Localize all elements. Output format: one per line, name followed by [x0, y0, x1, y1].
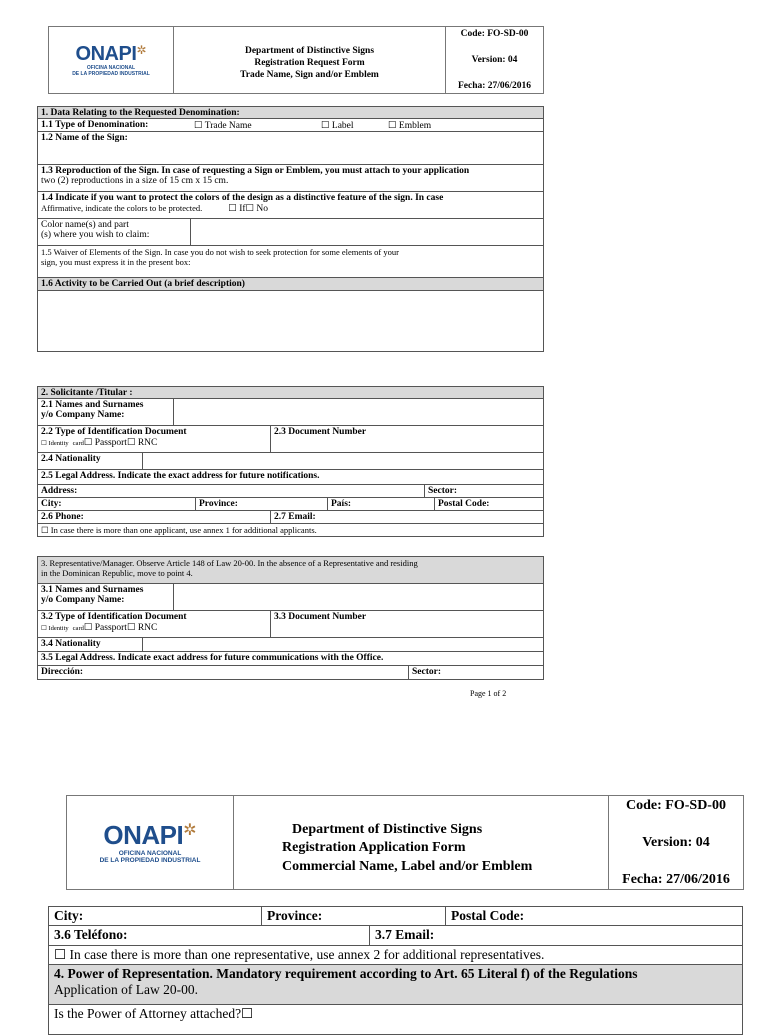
- form-subtitle: Trade Name, Sign and/or Emblem: [240, 69, 379, 80]
- activity-label: 1.6 Activity to be Carried Out (a brief description): [37, 278, 544, 291]
- rep-email-field[interactable]: 3.7 Email:: [369, 926, 742, 945]
- colors-text-1: 1.4 Indicate if you want to protect the colors of the design as a distinctive feature of the sign. In case: [41, 193, 444, 203]
- page2-header: [66, 795, 744, 890]
- applicant-doc-number-field[interactable]: 2.3 Document Number: [270, 426, 543, 452]
- rep-city-row: [48, 906, 743, 926]
- page-number: Page 1 of 2: [470, 689, 507, 698]
- logo-subtitle-1: OFICINA NACIONAL: [86, 65, 136, 72]
- rep-names-row: [37, 584, 544, 611]
- additional-reps-checkbox[interactable]: ☐ In case there is more than one representative, use annex 2 for additional representatives.: [48, 946, 743, 965]
- applicant-city-field[interactable]: City:: [41, 499, 62, 509]
- section-3-title-line-2: in the Dominican Republic, move to point 4.: [41, 568, 193, 578]
- rep-id-row: [37, 611, 544, 638]
- onapi-logo: [49, 27, 174, 94]
- applicant-address-row: [37, 485, 544, 498]
- reproduction-text-1: 1.3 Reproduction of the Sign. In case of requesting a Sign or Emblem, you must attach to your application: [41, 166, 470, 176]
- rep-sector-field[interactable]: Sector:: [408, 666, 543, 679]
- form-title-2: Registration Application Form: [282, 840, 466, 856]
- logo-star-icon-2: ✲: [183, 822, 197, 840]
- section-3-title-line-1: 3. Representative/Manager. Observe Article 148 of Law 20-00. In the absence of a Representative and residing: [41, 558, 418, 568]
- label-checkbox[interactable]: ☐ Label: [321, 121, 354, 131]
- trade-name-checkbox[interactable]: ☐ Trade Name: [194, 121, 252, 131]
- applicant-postal-code-field[interactable]: Postal Code:: [434, 498, 543, 510]
- colors-text-2: Affirmative, indicate the colors to be protected.: [41, 203, 203, 213]
- colors-row: [37, 192, 544, 219]
- rep-province-field[interactable]: Province:: [261, 907, 452, 925]
- logo-word: ONAPI: [75, 43, 137, 66]
- section-1: [37, 106, 544, 352]
- applicant-nationality-row: [37, 453, 544, 470]
- logo-subtitle-2-2: DE LA PROPIEDAD INDUSTRIAL: [99, 857, 201, 864]
- waiver-text-1: 1.5 Waiver of Elements of the Sign. In case you do not wish to seek protection for some elements of your: [41, 247, 399, 257]
- rep-nationality-field[interactable]: [142, 638, 307, 651]
- applicant-identity-checkbox[interactable]: ☐ Identity: [41, 440, 69, 447]
- section-2: [37, 386, 544, 537]
- applicant-id-type-label: 2.2 Type of Identification Document: [41, 427, 187, 437]
- color-names-label-1: Color name(s) and part: [41, 220, 129, 230]
- form-title: Registration Request Form: [254, 58, 365, 69]
- power-of-attorney-checkbox[interactable]: Is the Power of Attorney attached?☐: [48, 1005, 743, 1035]
- applicant-phone-field[interactable]: 2.6 Phone:: [41, 512, 84, 522]
- emblem-checkbox[interactable]: ☐ Emblem: [388, 121, 432, 131]
- form-code: Code: FO-SD-00: [460, 29, 529, 39]
- waiver-row[interactable]: [37, 246, 544, 278]
- applicant-phone-row: [37, 511, 544, 524]
- applicant-passport-rnc-checkbox[interactable]: ☐ Passport☐ RNC: [83, 438, 158, 448]
- color-names-field[interactable]: [190, 219, 543, 245]
- rep-postal-code-field[interactable]: Postal Code:: [445, 907, 742, 925]
- applicant-names-field[interactable]: [173, 399, 543, 425]
- rep-passport-rnc-checkbox[interactable]: ☐ Passport☐ RNC: [83, 623, 158, 633]
- applicant-nationality-label: 2.4 Nationality: [41, 454, 101, 464]
- applicant-id-row: [37, 426, 544, 453]
- applicant-province-field[interactable]: Province:: [195, 498, 332, 510]
- applicant-names-label-1: 2.1 Names and Surnames: [41, 400, 144, 410]
- applicant-email-field[interactable]: 2.7 Email:: [270, 511, 543, 523]
- reproduction-text-2: two (2) reproductions in a size of 15 cm x 15 cm.: [41, 176, 229, 186]
- applicant-names-label-2: y/o Company Name:: [41, 410, 125, 420]
- rep-id-type-label: 3.2 Type of Identification Document: [41, 612, 187, 622]
- rep-legal-address-label: 3.5 Legal Address. Indicate exact address for future communications with the Office.: [37, 652, 544, 666]
- section-4-title-line-1: 4. Power of Representation. Mandatory requirement according to Art. 65 Literal f) of the Regulations: [54, 966, 638, 981]
- applicant-nationality-field[interactable]: [142, 453, 307, 469]
- logo-subtitle-2-1: OFICINA NACIONAL: [118, 850, 182, 858]
- section-3-title: [37, 556, 544, 584]
- section-2-title: 2. Solicitante /Titular :: [37, 386, 544, 399]
- rep-names-label-2: y/o Company Name:: [41, 595, 125, 605]
- department-title-2: Department of Distinctive Signs: [292, 822, 483, 838]
- applicant-card-text: card: [72, 440, 84, 447]
- color-names-row: [37, 219, 544, 246]
- sign-name-field[interactable]: 1.2 Name of the Sign:: [37, 132, 544, 165]
- applicant-pais-field[interactable]: País:: [327, 498, 439, 510]
- section-4-title-line-2: Application of Law 20-00.: [54, 982, 198, 997]
- page2-body: [48, 906, 743, 1035]
- form-date-2: Fecha: 27/06/2016: [622, 872, 730, 887]
- section-4-title: [48, 965, 743, 1005]
- rep-city-field[interactable]: City:: [54, 908, 84, 923]
- activity-field[interactable]: [37, 291, 544, 352]
- denomination-type-row: [37, 119, 544, 132]
- reproduction-row: [37, 165, 544, 192]
- applicant-sector-field[interactable]: Sector:: [424, 485, 543, 497]
- waiver-text-2: sign, you must express it in the present box:: [41, 257, 191, 267]
- rep-address-row: [37, 666, 544, 680]
- page1-header: [48, 26, 544, 94]
- section-1-title: 1. Data Relating to the Requested Denomination:: [37, 106, 544, 119]
- logo-word-2: ONAPI: [103, 820, 184, 851]
- form-date: Fecha: 27/06/2016: [457, 81, 532, 91]
- applicant-address-field[interactable]: Address:: [41, 486, 78, 496]
- onapi-logo-2: [67, 796, 234, 890]
- form-code-2: Code: FO-SD-00: [626, 798, 726, 813]
- applicant-names-row: [37, 399, 544, 426]
- logo-subtitle-2: DE LA PROPIEDAD INDUSTRIAL: [72, 70, 150, 77]
- rep-phone-row: [48, 926, 743, 946]
- rep-doc-number-field[interactable]: 3.3 Document Number: [270, 611, 543, 637]
- rep-nationality-row: [37, 638, 544, 652]
- color-names-label-2: (s) where you wish to claim:: [41, 230, 150, 240]
- form-subtitle-2: Commercial Name, Label and/or Emblem: [282, 858, 533, 874]
- form-version: Version: 04: [471, 55, 518, 65]
- logo-star-icon: ✲: [136, 43, 147, 58]
- rep-names-label-1: 3.1 Names and Surnames: [41, 585, 144, 595]
- rep-identity-checkbox[interactable]: ☐ Identity: [41, 625, 69, 632]
- rep-direccion-field[interactable]: Dirección:: [41, 667, 84, 677]
- rep-card-text: card: [72, 625, 84, 632]
- rep-names-field[interactable]: [173, 584, 543, 610]
- form-version-2: Version: 04: [642, 835, 710, 850]
- applicant-legal-address-label: 2.5 Legal Address. Indicate the exact address for future notifications.: [37, 470, 544, 485]
- rep-nationality-label: 3.4 Nationality: [41, 639, 101, 649]
- department-title: Department of Distinctive Signs: [244, 46, 375, 57]
- section-3: [37, 556, 544, 680]
- applicant-city-row: [37, 498, 544, 511]
- colors-yes-no-checkbox[interactable]: ☐ If☐ No: [228, 204, 269, 214]
- denomination-type-label: 1.1 Type of Denomination:: [41, 120, 149, 130]
- additional-applicants-checkbox[interactable]: ☐ In case there is more than one applicant, use annex 1 for additional applicants.: [37, 524, 544, 537]
- rep-phone-field[interactable]: 3.6 Teléfono:: [54, 927, 128, 942]
